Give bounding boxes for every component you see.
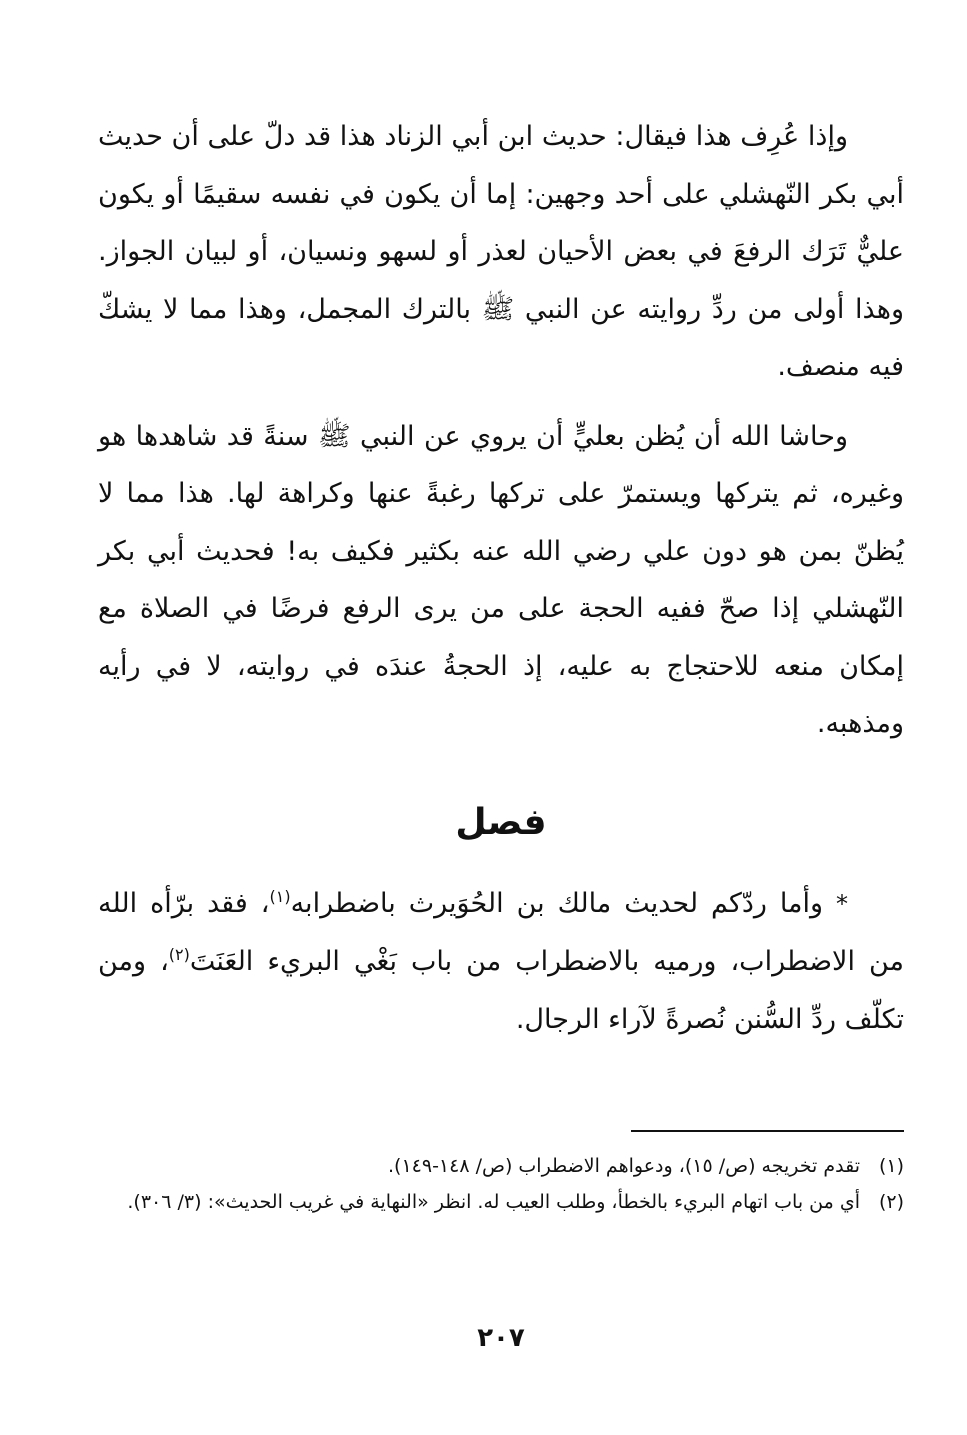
body-paragraph-2: وحاشا الله أن يُظن بعليٍّ أن يروي عن النبي ﷺ سنةً قد شاهدها هو وغيره، ثم يتركها ويستمرّ على تركها رغبةً عنها وكراهة لها. هذا مما لا يُظنّ بمن هو دون علي رضي الله عنه بكثير فكيف به! فحديث أبي بكر النّهشلي إذا صحّ ففيه الحجة على من يرى الرفع فرضًا في الصلاة مع إمكان منعه للاحتجاج به عليه، إذ الحجةُ عندَه في روايته، لا في رأيه ومذهبه. xyxy=(98,420,904,739)
section-text-part-3: ، ومن تكلّف ردِّ السُّنن نُصرةً لآراء الرجال. xyxy=(98,946,904,1035)
footnote-separator xyxy=(631,1130,904,1132)
footnote-number: (١) xyxy=(878,1155,904,1177)
section-paragraph xyxy=(98,875,904,1049)
footnote-text: أي من باب اتهام البريء بالخطأ، وطلب العيب له. انظر «النهاية في غريب الحديث»: (٣/ ٣٠٦). xyxy=(127,1191,860,1213)
page-number: ٢٠٧ xyxy=(477,1323,525,1353)
footnote-ref-2[interactable]: (٢) xyxy=(168,945,190,964)
footnote-text: تقدم تخريجه (ص/ ١٥)، ودعواهم الاضطراب (ص/ ١٤٨-١٤٩). xyxy=(387,1155,860,1177)
footnote-ref-1[interactable]: (١) xyxy=(269,886,291,906)
section-title: فصل xyxy=(455,801,547,843)
footnotes xyxy=(98,1148,904,1220)
section-text-part-1: وأما ردّكم لحديث مالك بن الحُوَيرث باضطرابه xyxy=(290,887,824,919)
star-marker: * xyxy=(836,889,849,918)
footnote-1 xyxy=(98,1148,904,1184)
page xyxy=(98,108,904,1408)
footnote-2 xyxy=(98,1184,904,1220)
footnote-number: (٢) xyxy=(878,1191,904,1213)
body-paragraph-1: وإذا عُرِف هذا فيقال: حديث ابن أبي الزناد هذا قد دلّ على أن حديث أبي بكر النّهشلي على أحد وجهين: إما أن يكون في نفسه سقيمًا أو يكون عليٌّ تَرَك الرفعَ في بعض الأحيان لعذر أو لسهو ونسيان، أو لبيان الجواز. وهذا أولى من ردِّ روايته عن النبي ﷺ بالترك المجمل، وهذا مما لا يشكّ فيه منصف. xyxy=(98,121,904,382)
section-text-part-2: ، فقد برّأه الله من الاضطراب، ورميه بالاضطراب من باب بَغْي البريء العَنَتَ xyxy=(98,887,904,977)
